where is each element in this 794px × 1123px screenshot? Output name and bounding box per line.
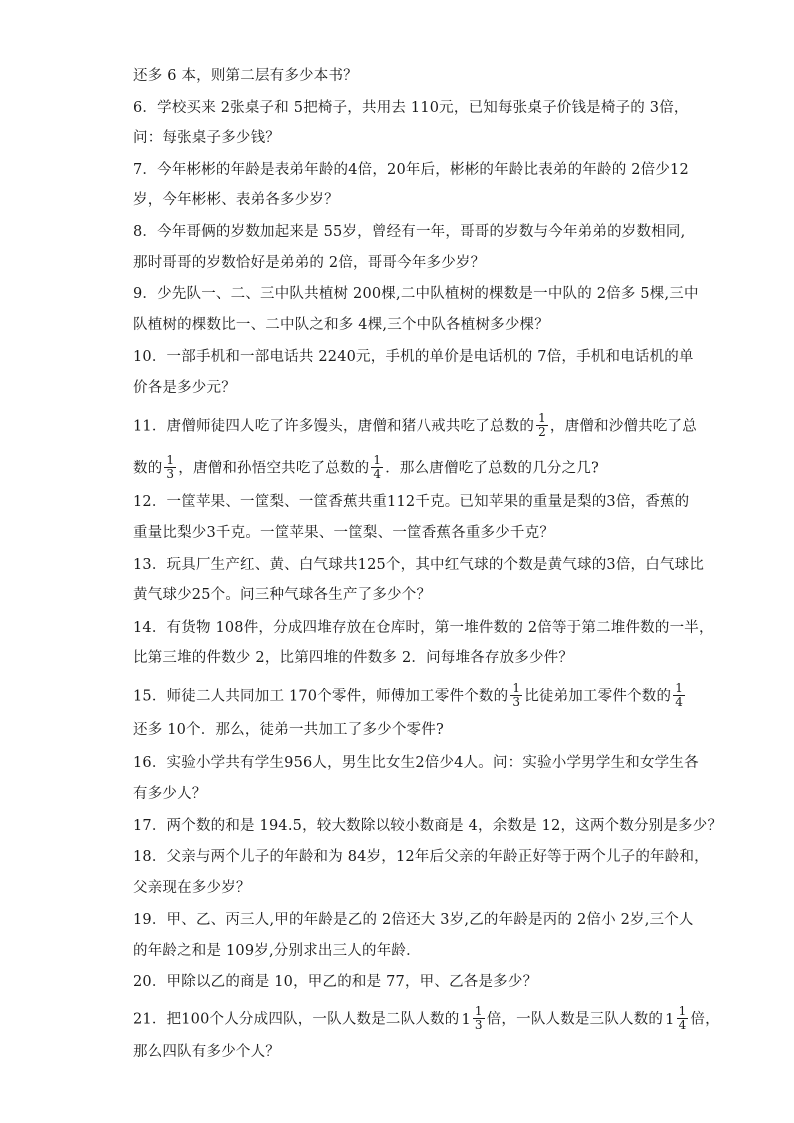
question-8-line-2: 那时哥哥的岁数恰好是弟弟的 2倍，哥哥今年多少岁？	[133, 255, 486, 271]
question-15-line-1	[133, 683, 687, 710]
question-13-line-2: 黄气球少25个。问三种气球各生产了多少个？	[133, 587, 432, 603]
mixed-number-whole: 1	[461, 1011, 471, 1028]
question-11-line-1	[133, 413, 697, 440]
question-7-line-2: 岁，今年彬彬、表弟各多少岁？	[133, 192, 339, 208]
question-12-line-2: 重量比梨少3千克。一筐苹果、一筐梨、一筐香蕉各重多少千克？	[133, 525, 555, 541]
question-21-line-1	[133, 1006, 720, 1033]
question-9-line-1: 9．少先队一、二、三中队共植树 200棵,二中队植树的棵数是一中队的 2倍多 5棵,三中	[133, 286, 699, 302]
question-16-line-2: 有多少人？	[133, 786, 207, 802]
question-15-line-2: 还多 10个．那么，徒弟一共加工了多少个零件?	[133, 722, 444, 738]
question-10-line-1: 10．一部手机和一部电话共 2240元，手机的单价是电话机的 7倍，手机和电话机的单	[133, 349, 694, 365]
question-11-line-2	[133, 455, 599, 482]
question-10-line-2: 价各是多少元？	[133, 380, 236, 396]
question-6-line-2: 问：每张桌子多少钱？	[133, 130, 280, 146]
mixed-number-fraction: $\frac{1}{4}$	[678, 1004, 687, 1032]
fraction-one-third: $\frac{1}{3}$	[512, 681, 521, 709]
fraction-one-quarter: $\frac{1}{4}$	[373, 453, 382, 481]
question-7-line-1: 7．今年彬彬的年龄是表弟年龄的4倍，20年后，彬彬的年龄比表弟的年龄的 2倍少12	[133, 162, 689, 178]
question-19-line-2: 的年龄之和是 109岁,分别求出三人的年龄．	[133, 943, 421, 959]
question-18-line-1: 18．父亲与两个儿子的年龄和为 84岁，12年后父亲的年龄正好等于两个儿子的年龄和，	[133, 849, 709, 865]
question-16-line-1: 16．实验小学共有学生956人，男生比女生2倍少4人。问：实验小学男学生和女学生各	[133, 755, 699, 771]
question-6-line-1: 6．学校买来 2张桌子和 5把椅子，共用去 110元，已知每张桌子价钱是椅子的 3倍，	[133, 100, 689, 116]
question-14-line-1: 14．有货物 108件，分成四堆存放在仓库时，第一堆件数的 2倍等于第二堆件数的一半，	[133, 620, 714, 636]
q11-text-c: 数的	[133, 460, 163, 477]
fraction-one-third: $\frac{1}{3}$	[166, 453, 175, 481]
mixed-number-fraction: $\frac{1}{3}$	[474, 1004, 483, 1032]
question-12-line-1: 12．一筐苹果、一筐梨、一筐香蕉共重112千克。已知苹果的重量是梨的3倍，香蕉的	[133, 494, 690, 510]
q21-text-b: 倍，一队人数是三队人数的	[486, 1011, 664, 1028]
question-18-line-2: 父亲现在多少岁？	[133, 880, 251, 896]
q15-text-a: 15．师徒二人共同加工 170个零件，师傅加工零件个数的	[133, 688, 509, 705]
text-line: 还多 6 本，则第二层有多少本书？	[133, 68, 358, 84]
q11-text-e: ．那么唐僧吃了总数的几分之几?	[385, 460, 599, 477]
question-21-line-2: 那么四队有多少个人？	[133, 1044, 280, 1060]
fraction-one-quarter: $\frac{1}{4}$	[675, 681, 684, 709]
question-17-line: 17．两个数的和是 194.5，较大数除以较小数商是 4，余数是 12，这两个数分别是多少？	[133, 818, 723, 834]
fraction-one-half: $\frac{1}{2}$	[538, 411, 546, 439]
q11-text-d: ，唐僧和孙悟空共吃了总数的	[178, 460, 370, 477]
question-20-line: 20．甲除以乙的商是 10，甲乙的和是 77，甲、乙各是多少？	[133, 974, 538, 990]
question-14-line-2: 比第三堆的件数少 2，比第四堆的件数多 2．问每堆各存放多少件？	[133, 650, 574, 666]
q11-text-a: 11．唐僧师徒四人吃了许多馒头，唐僧和猪八戒共吃了总数的	[133, 418, 535, 435]
mixed-number-whole: 1	[665, 1011, 675, 1028]
question-8-line-1: 8．今年哥俩的岁数加起来是 55岁，曾经有一年，哥哥的岁数与今年弟弟的岁数相同,	[133, 224, 686, 240]
q11-text-b: ，唐僧和沙僧共吃了总	[549, 418, 697, 435]
question-9-line-2: 队植树的棵数比一、二中队之和多 4棵,三个中队各植树多少棵？	[133, 317, 549, 333]
q21-text-a: 21．把100个人分成四队，一队人数是二队人数的	[133, 1011, 460, 1028]
question-13-line-1: 13．玩具厂生产红、黄、白气球共125个，其中红气球的个数是黄气球的3倍，白气球比	[133, 557, 705, 573]
question-19-line-1: 19．甲、乙、丙三人,甲的年龄是乙的 2倍还大 3岁,乙的年龄是丙的 2倍小 2岁,三个人	[133, 912, 694, 928]
q15-text-b: 比徒弟加工零件个数的	[524, 688, 672, 705]
q21-text-c: 倍，	[690, 1011, 720, 1028]
